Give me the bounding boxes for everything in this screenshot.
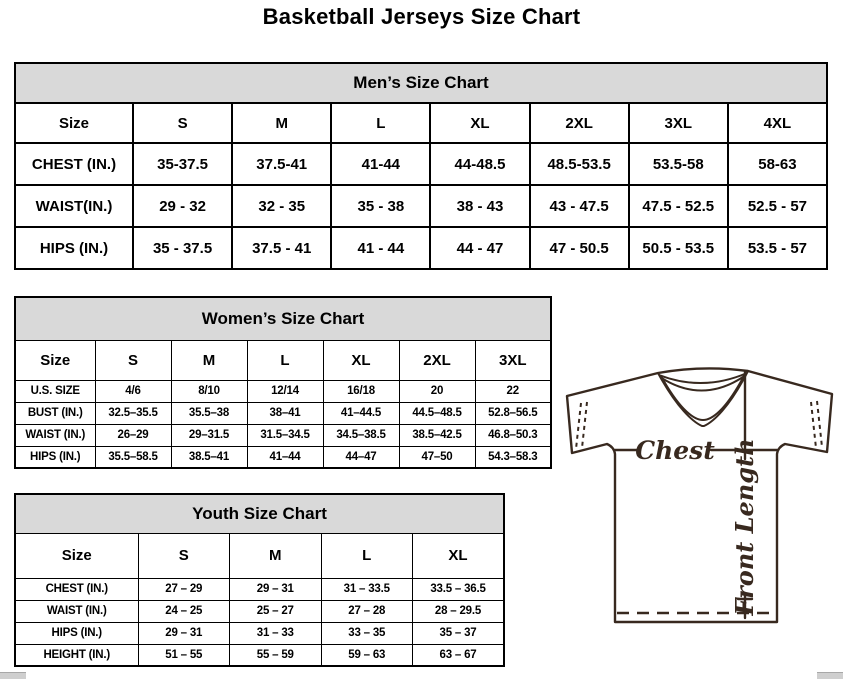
mens-chest-value: 44-48.5: [430, 143, 529, 185]
youth-hips-value: 33 – 35: [321, 622, 413, 644]
womens-ussize-row: [15, 380, 551, 402]
mens-chest-value: 35-37.5: [133, 143, 232, 185]
mens-col-header-l: L: [331, 103, 430, 143]
youth-hips-value: 29 – 31: [138, 622, 230, 644]
mens-row-label-waist: WAIST(IN.): [15, 185, 133, 227]
youth-row-label-hips: HIPS (IN.): [15, 622, 138, 644]
mens-col-header-s: S: [133, 103, 232, 143]
womens-col-header-l: L: [247, 340, 323, 380]
womens-col-header-2xl: 2XL: [399, 340, 475, 380]
mens-waist-value: 43 - 47.5: [530, 185, 629, 227]
youth-height-value: 55 – 59: [230, 644, 322, 666]
womens-waist-value: 38.5–42.5: [399, 424, 475, 446]
womens-hips-value: 41–44: [247, 446, 323, 468]
mens-chest-value: 58-63: [728, 143, 827, 185]
mens-hips-value: 35 - 37.5: [133, 227, 232, 269]
youth-col-header-xl: XL: [413, 533, 505, 578]
horizontal-scrollbar-left-fragment[interactable]: [0, 672, 26, 679]
mens-waist-value: 32 - 35: [232, 185, 331, 227]
womens-ussize-value: 22: [475, 380, 551, 402]
mens-col-header-3xl: 3XL: [629, 103, 728, 143]
womens-hips-value: 47–50: [399, 446, 475, 468]
womens-hips-value: 35.5–58.5: [95, 446, 171, 468]
womens-waist-value: 29–31.5: [171, 424, 247, 446]
chest-label: Chest: [635, 436, 715, 465]
youth-size-header: Size: [15, 533, 138, 578]
womens-bust-value: 52.8–56.5: [475, 402, 551, 424]
womens-ussize-value: 8/10: [171, 380, 247, 402]
front-length-label: Front Length: [730, 438, 759, 616]
mens-chest-value: 37.5-41: [232, 143, 331, 185]
mens-col-header-4xl: 4XL: [728, 103, 827, 143]
mens-hips-value: 44 - 47: [430, 227, 529, 269]
womens-header-row: [15, 340, 551, 380]
youth-col-header-s: S: [138, 533, 230, 578]
youth-header-row: [15, 533, 504, 578]
youth-waist-value: 28 – 29.5: [413, 600, 505, 622]
mens-hips-value: 37.5 - 41: [232, 227, 331, 269]
mens-waist-row: [15, 185, 827, 227]
jersey-outline-drawing: [555, 362, 843, 662]
youth-table-title: Youth Size Chart: [15, 494, 504, 533]
mens-waist-value: 29 - 32: [133, 185, 232, 227]
mens-hips-value: 50.5 - 53.5: [629, 227, 728, 269]
youth-hips-value: 35 – 37: [413, 622, 505, 644]
youth-row-label-waist: WAIST (IN.): [15, 600, 138, 622]
mens-col-header-m: M: [232, 103, 331, 143]
womens-ussize-value: 16/18: [323, 380, 399, 402]
mens-header-row: [15, 103, 827, 143]
womens-hips-value: 38.5–41: [171, 446, 247, 468]
womens-waist-value: 26–29: [95, 424, 171, 446]
womens-table-title-row: [15, 297, 551, 340]
mens-waist-value: 38 - 43: [430, 185, 529, 227]
womens-bust-value: 38–41: [247, 402, 323, 424]
womens-size-table: [14, 296, 552, 469]
womens-bust-row: [15, 402, 551, 424]
youth-chest-row: [15, 578, 504, 600]
mens-hips-value: 53.5 - 57: [728, 227, 827, 269]
youth-height-value: 63 – 67: [413, 644, 505, 666]
youth-chest-value: 29 – 31: [230, 578, 322, 600]
womens-hips-row: [15, 446, 551, 468]
womens-bust-value: 32.5–35.5: [95, 402, 171, 424]
womens-hips-value: 54.3–58.3: [475, 446, 551, 468]
womens-table-title: Women’s Size Chart: [15, 297, 551, 340]
youth-height-value: 51 – 55: [138, 644, 230, 666]
youth-height-row: [15, 644, 504, 666]
mens-hips-row: [15, 227, 827, 269]
youth-waist-value: 25 – 27: [230, 600, 322, 622]
womens-col-header-s: S: [95, 340, 171, 380]
womens-ussize-value: 20: [399, 380, 475, 402]
youth-table-title-row: [15, 494, 504, 533]
mens-chest-row: [15, 143, 827, 185]
mens-hips-value: 47 - 50.5: [530, 227, 629, 269]
mens-waist-value: 52.5 - 57: [728, 185, 827, 227]
youth-waist-value: 27 – 28: [321, 600, 413, 622]
youth-row-label-chest: CHEST (IN.): [15, 578, 138, 600]
womens-row-label-ussize: U.S. SIZE: [15, 380, 95, 402]
womens-col-header-3xl: 3XL: [475, 340, 551, 380]
womens-col-header-m: M: [171, 340, 247, 380]
mens-col-header-xl: XL: [430, 103, 529, 143]
womens-waist-value: 34.5–38.5: [323, 424, 399, 446]
mens-waist-value: 35 - 38: [331, 185, 430, 227]
womens-waist-value: 31.5–34.5: [247, 424, 323, 446]
mens-col-header-2xl: 2XL: [530, 103, 629, 143]
youth-chest-value: 27 – 29: [138, 578, 230, 600]
womens-waist-row: [15, 424, 551, 446]
mens-row-label-chest: CHEST (IN.): [15, 143, 133, 185]
womens-waist-value: 46.8–50.3: [475, 424, 551, 446]
womens-row-label-hips: HIPS (IN.): [15, 446, 95, 468]
mens-table-title: Men’s Size Chart: [15, 63, 827, 103]
page-title: Basketball Jerseys Size Chart: [262, 4, 581, 29]
womens-bust-value: 41–44.5: [323, 402, 399, 424]
mens-waist-value: 47.5 - 52.5: [629, 185, 728, 227]
youth-col-header-m: M: [230, 533, 322, 578]
womens-size-header: Size: [15, 340, 95, 380]
youth-hips-value: 31 – 33: [230, 622, 322, 644]
womens-row-label-waist: WAIST (IN.): [15, 424, 95, 446]
youth-size-table: [14, 493, 505, 667]
jersey-measurement-diagram: [555, 362, 843, 662]
womens-row-label-bust: BUST (IN.): [15, 402, 95, 424]
womens-col-header-xl: XL: [323, 340, 399, 380]
mens-row-label-hips: HIPS (IN.): [15, 227, 133, 269]
mens-chest-value: 41-44: [331, 143, 430, 185]
youth-waist-row: [15, 600, 504, 622]
womens-ussize-value: 12/14: [247, 380, 323, 402]
womens-bust-value: 35.5–38: [171, 402, 247, 424]
mens-chest-value: 48.5-53.5: [530, 143, 629, 185]
youth-waist-value: 24 – 25: [138, 600, 230, 622]
mens-chest-value: 53.5-58: [629, 143, 728, 185]
womens-bust-value: 44.5–48.5: [399, 402, 475, 424]
mens-size-table: [14, 62, 828, 270]
youth-height-value: 59 – 63: [321, 644, 413, 666]
womens-ussize-value: 4/6: [95, 380, 171, 402]
womens-hips-value: 44–47: [323, 446, 399, 468]
youth-chest-value: 31 – 33.5: [321, 578, 413, 600]
youth-row-label-height: HEIGHT (IN.): [15, 644, 138, 666]
youth-col-header-l: L: [321, 533, 413, 578]
horizontal-scrollbar-right-fragment[interactable]: [817, 672, 843, 679]
youth-hips-row: [15, 622, 504, 644]
mens-size-header: Size: [15, 103, 133, 143]
mens-hips-value: 41 - 44: [331, 227, 430, 269]
youth-chest-value: 33.5 – 36.5: [413, 578, 505, 600]
mens-table-title-row: [15, 63, 827, 103]
